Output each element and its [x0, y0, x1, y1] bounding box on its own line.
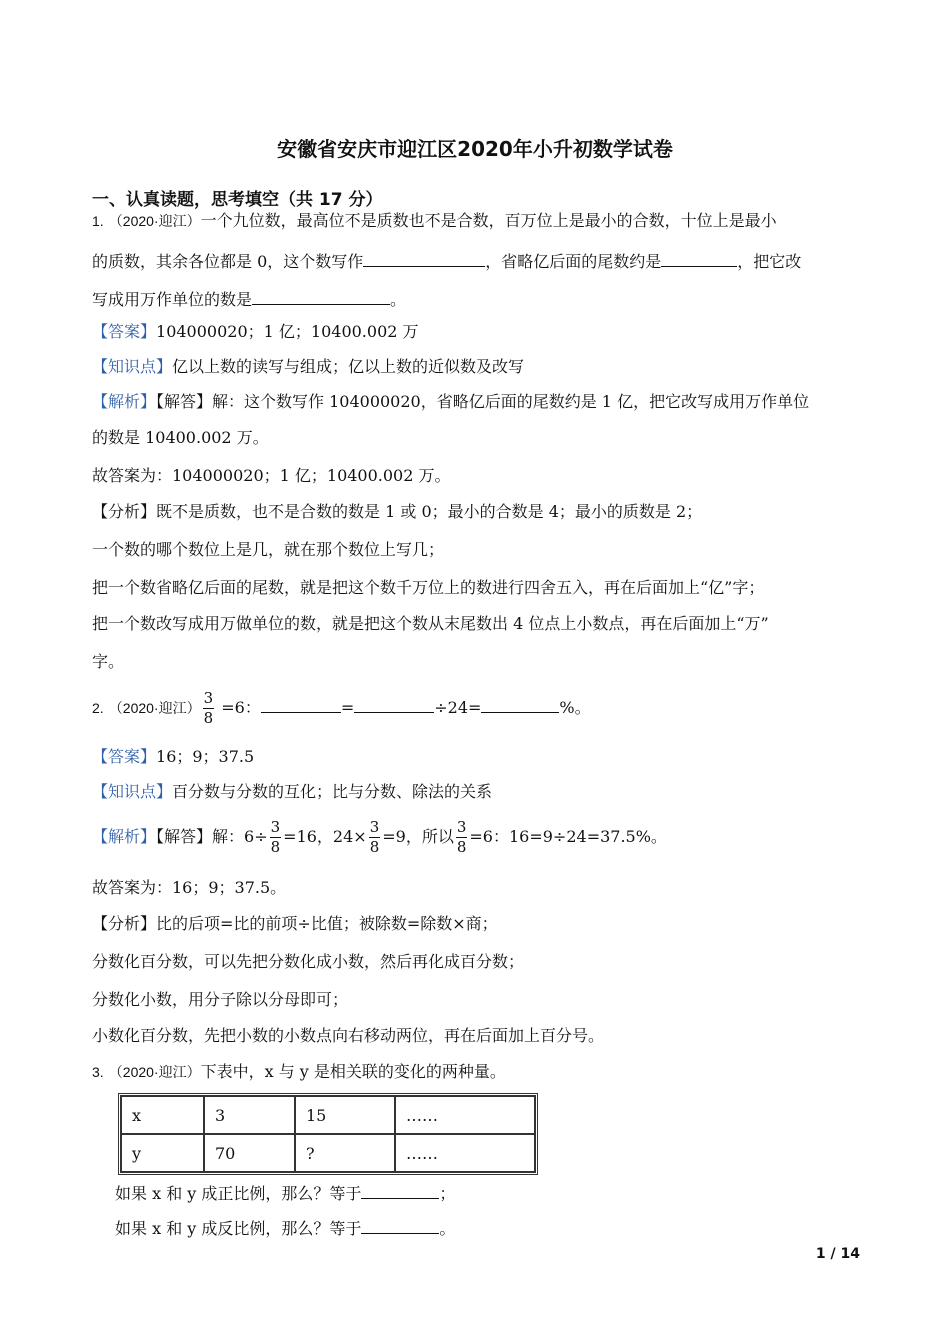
q3-source: （2020·迎江）: [108, 1064, 201, 1080]
q1-blank1[interactable]: [363, 248, 485, 267]
table-row: [121, 1096, 535, 1134]
q1-fenxi-5: 字。: [92, 652, 125, 671]
q2-line1: 2. （2020·迎江） $\frac{3}{8}$ =6： = ÷24= %。: [92, 689, 591, 727]
table-cell: y: [121, 1134, 204, 1172]
q1-answer: 【答案】104000020；1 亿；10400.002 万: [92, 322, 419, 341]
page-title: 安徽省安庆市迎江区2020年小升初数学试卷: [277, 137, 673, 161]
fraction-3-8: $\frac{3}{8}$: [369, 818, 380, 856]
q1-source: （2020·迎江）: [108, 213, 201, 229]
q1-blank2[interactable]: [661, 248, 737, 267]
q1-knowledge-point: 【知识点】亿以上数的读写与组成；亿以上数的近似数及改写: [92, 357, 525, 376]
fraction-3-8: $\frac{3}{8}$: [203, 689, 214, 727]
q2-number: 2.: [92, 700, 104, 716]
table-cell: 70: [204, 1134, 295, 1172]
q2-source: （2020·迎江）: [108, 700, 201, 716]
q3-sub1: 如果 x 和 y 成正比例，那么？等于 ；: [115, 1180, 455, 1205]
table-cell: 15: [295, 1096, 395, 1134]
q2-final-answer: 故答案为：16；9；37.5。: [92, 878, 287, 897]
q3-blank2[interactable]: [361, 1215, 439, 1234]
q2-answer: 【答案】16；9；37.5: [92, 747, 255, 766]
q2-blank2[interactable]: [354, 694, 434, 713]
table-cell: 3: [204, 1096, 295, 1134]
q1-fenxi-3: 把一个数省略亿后面的尾数，就是把这个数千万位上的数进行四舍五入，再在后面加上“亿”字；: [92, 578, 765, 597]
q1-fenxi-1: 【分析】既不是质数，也不是合数的数是 1 或 0；最小的合数是 4；最小的质数是 2；: [92, 502, 703, 521]
q1-final-answer: 故答案为：104000020；1 亿；10400.002 万。: [92, 466, 451, 485]
page-number: 1 / 14: [815, 1246, 860, 1262]
q1-line2: 的质数，其余各位都是 0，这个数写作 ，省略亿后面的尾数约是 ，把它改: [92, 248, 801, 273]
q3-sub2: 如果 x 和 y 成反比例，那么？等于 。: [115, 1215, 455, 1240]
q2-fenxi-2: 分数化百分数，可以先把分数化成小数，然后再化成百分数；: [92, 952, 525, 971]
q3-blank1[interactable]: [361, 1180, 439, 1199]
q1-line3: 写成用万作单位的数是 。: [92, 286, 406, 311]
q1-analysis-cont: 的数是 10400.002 万。: [92, 428, 269, 447]
table-cell: ?: [295, 1134, 395, 1172]
table-cell: ……: [395, 1096, 535, 1134]
q2-fenxi-1: 【分析】比的后项=比的前项÷比值；被除数=除数×商；: [92, 914, 498, 933]
table-cell: ……: [395, 1134, 535, 1172]
q3-number: 3.: [92, 1064, 104, 1080]
xy-table: [118, 1093, 538, 1175]
q2-knowledge-point: 【知识点】百分数与分数的互化；比与分数、除法的关系: [92, 782, 493, 801]
section-heading: 一、认真读题，思考填空（共 17 分）: [92, 190, 383, 210]
q1-line1: 1. （2020·迎江）一个九位数，最高位不是质数也不是合数，百万位上是最小的合数，十位上是最小: [92, 211, 777, 230]
q3-line1: 3. （2020·迎江）下表中，x 与 y 是相关联的变化的两种量。: [92, 1062, 506, 1081]
fraction-3-8: $\frac{3}{8}$: [270, 818, 281, 856]
q1-analysis: 【解析】【解答】解：这个数写作 104000020，省略亿后面的尾数约是 1 亿，把它改写成用万作单位: [92, 392, 810, 411]
q2-fenxi-4: 小数化百分数，先把小数的小数点向右移动两位，再在后面加上百分号。: [92, 1026, 605, 1045]
q1-blank3[interactable]: [252, 286, 390, 305]
table-row: [121, 1134, 535, 1172]
q2-fenxi-3: 分数化小数，用分子除以分母即可；: [92, 990, 349, 1009]
q2-blank1[interactable]: [261, 694, 341, 713]
q2-analysis: 【解析】【解答】解：6÷ $\frac{3}{8}$ =16，24× $\frac{3}{8}$ =9，所以 $\frac{3}{8}$ =6：16=9÷24=37.5%。: [92, 818, 667, 856]
q2-blank3[interactable]: [481, 694, 559, 713]
q1-number: 1.: [92, 213, 104, 229]
q1-fenxi-2: 一个数的哪个数位上是几，就在那个数位上写几；: [92, 540, 445, 559]
fraction-3-8: $\frac{3}{8}$: [456, 818, 467, 856]
table-cell: x: [121, 1096, 204, 1134]
q1-fenxi-4: 把一个数改写成用万做单位的数，就是把这个数从末尾数出 4 位点上小数点，再在后面加上“万”: [92, 614, 769, 633]
